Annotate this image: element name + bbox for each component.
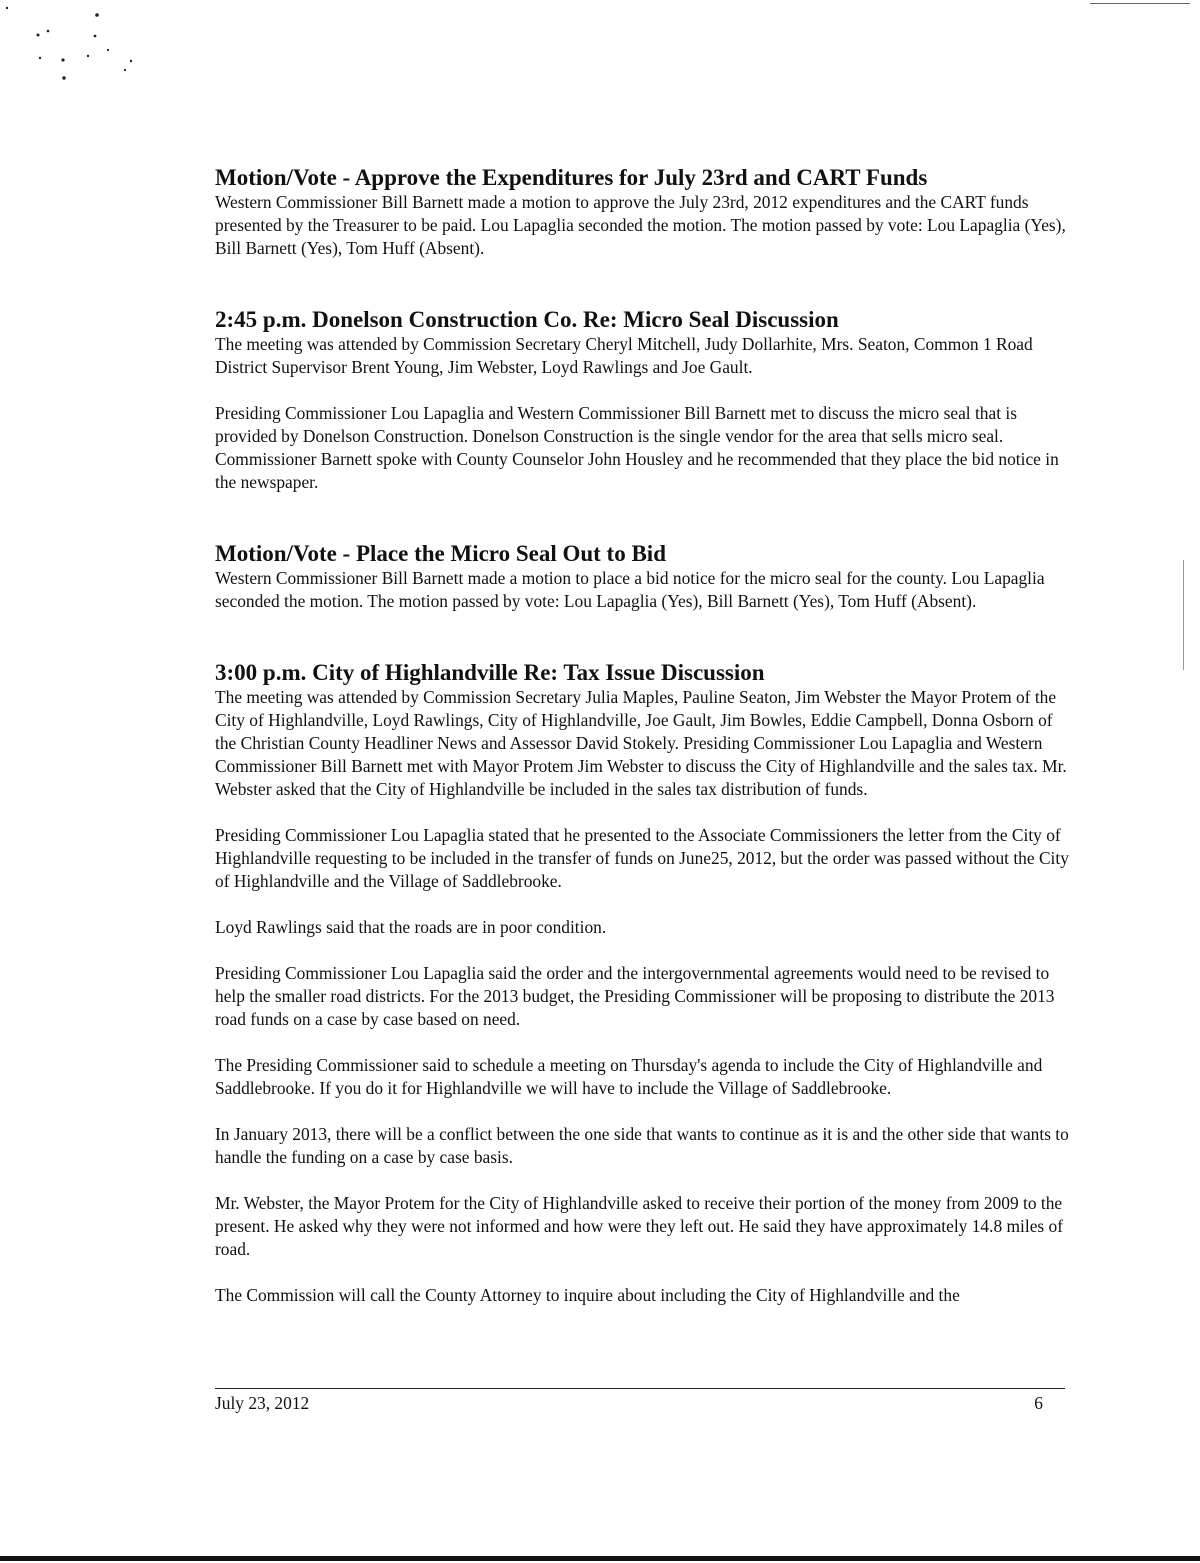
section-heading: Motion/Vote - Place the Micro Seal Out to Bid [215,541,666,566]
section-paragraph: In January 2013, there will be a conflict between the one side that wants to continue as it is and the other side that wants to handle the funding on a case by case basis. [215,1124,1069,1167]
scan-edge-line [1090,3,1190,4]
section-paragraph: Western Commissioner Bill Barnett made a motion to approve the July 23rd, 2012 expenditures and the CART funds presented by the Treasurer to be paid. Lou Lapaglia seconded the motion. The motion passed by vote: Lou Lapaglia (Yes), Bill Barnett (Yes), Tom Huff (Absent). [215,192,1066,258]
scan-bottom-edge [0,1556,1200,1561]
section-heading: Motion/Vote - Approve the Expenditures for July 23rd and CART Funds [215,165,928,190]
section-highlandville-tax [215,659,1075,1307]
section-paragraph: Presiding Commissioner Lou Lapaglia and Western Commissioner Bill Barnett met to discuss the micro seal that is provided by Donelson Construction. Donelson Construction is the single vendor for the area that sells micro seal. Commissioner Barnett spoke with County Counselor John Housley and he recommended that they place the bid notice in the newspaper. [215,403,1059,492]
section-paragraph: The Commission will call the County Attorney to inquire about including the City of Highlandville and the [215,1285,960,1305]
section-paragraph: The meeting was attended by Commission Secretary Cheryl Mitchell, Judy Dollarhite, Mrs. Seaton, Common 1 Road District Supervisor Brent Young, Jim Webster, Loyd Rawlings and Joe Gault. [215,334,1033,377]
page-number: 6 [1034,1393,1043,1413]
page-footer [215,1388,1065,1413]
section-paragraph: Presiding Commissioner Lou Lapaglia said the order and the intergovernmental agreements would need to be revised to help the smaller road districts. For the 2013 budget, the Presiding Commissioner will be proposing to distribute the 2013 road funds on a case by case based on need. [215,963,1055,1029]
scan-edge-mark [1183,560,1184,670]
document-body [215,164,1075,1307]
section-micro-seal-bid-motion [215,540,1075,613]
section-paragraph: The Presiding Commissioner said to schedule a meeting on Thursday's agenda to include the City of Highlandville and Saddlebrooke. If you do it for Highlandville we will have to include the Village of Saddlebrooke. [215,1055,1043,1098]
section-paragraph: Loyd Rawlings said that the roads are in poor condition. [215,917,607,937]
section-paragraph: The meeting was attended by Commission Secretary Julia Maples, Pauline Seaton, Jim Webster the Mayor Protem of the City of Highlandville, Loyd Rawlings, City of Highlandville, Joe Gault, Jim Bowles, Eddie Campbell, Donna Osborn of the Christian County Headliner News and Assessor David Stokely. Presiding Commissioner Lou Lapaglia and Western Commissioner Bill Barnett met with Mayor Protem Jim Webster to discuss the City of Highlandville and the sales tax. Mr. Webster asked that the City of Highlandville be included in the sales tax distribution of funds. [215,687,1067,799]
section-micro-seal-discussion [215,306,1075,494]
scan-specks [0,0,160,100]
section-heading: 2:45 p.m. Donelson Construction Co. Re: Micro Seal Discussion [215,307,839,332]
footer-date: July 23, 2012 [215,1393,310,1413]
section-paragraph: Western Commissioner Bill Barnett made a motion to place a bid notice for the micro seal for the county. Lou Lapaglia seconded the motion. The motion passed by vote: Lou Lapaglia (Yes), Bill Barnett (Yes), Tom Huff (Absent). [215,568,1045,611]
section-paragraph: Mr. Webster, the Mayor Protem for the City of Highlandville asked to receive their portion of the money from 2009 to the present. He asked why they were not informed and how were they left out. He said they have approximately 14.8 miles of road. [215,1193,1064,1259]
section-expenditures-motion [215,164,1075,260]
section-paragraph: Presiding Commissioner Lou Lapaglia stated that he presented to the Associate Commissioners the letter from the City of Highlandville requesting to be included in the transfer of funds on June25, 2012, but the order was passed without the City of Highlandville and the Village of Saddlebrooke. [215,825,1069,891]
section-heading: 3:00 p.m. City of Highlandville Re: Tax Issue Discussion [215,660,765,685]
